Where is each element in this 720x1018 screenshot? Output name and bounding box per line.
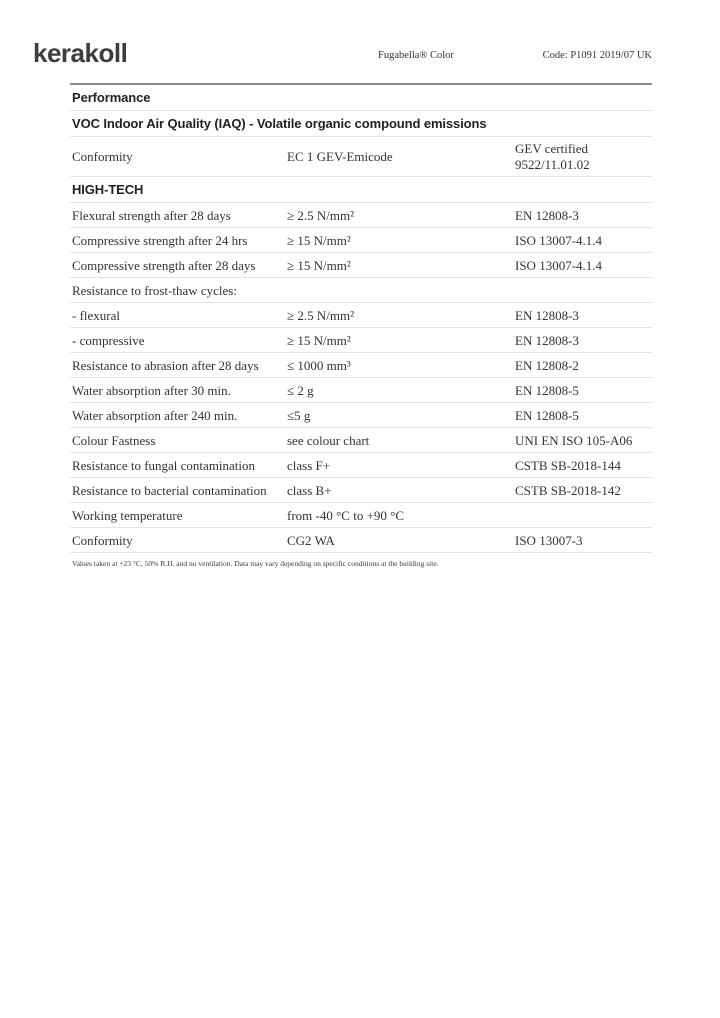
standard-cell: GEV certified 9522/11.01.02 (515, 141, 590, 172)
value-cell: ≤ 2 g (287, 382, 314, 398)
table-row (70, 453, 652, 478)
value-cell: see colour chart (287, 432, 370, 448)
standard-cell (513, 287, 652, 294)
standard-cell: EN 12808-3 (515, 207, 579, 223)
value-cell: ≥ 15 N/mm² (287, 257, 351, 273)
standard-cell: EN 12808-3 (515, 332, 579, 348)
section-label: Performance (72, 90, 151, 105)
value-cell: ≤5 g (287, 407, 311, 423)
table-row (70, 478, 652, 503)
standard-cell: UNI EN ISO 105-A06 (515, 432, 633, 448)
value-cell: ≥ 15 N/mm² (287, 232, 351, 248)
standard-cell: EN 12808-2 (515, 357, 579, 373)
value-cell (285, 287, 513, 294)
standard-cell: EN 12808-5 (515, 382, 579, 398)
kerakoll-logo: kerakoll (33, 38, 128, 68)
property-cell: Conformity (72, 532, 133, 548)
property-cell: Colour Fastness (72, 432, 156, 448)
footnote: Values taken at +23 °C, 50% R.H. and no ventilation. Data may vary depending on specific conditions at the building site. (72, 559, 439, 568)
table-row (70, 503, 652, 528)
property-cell: Resistance to frost-thaw cycles: (72, 282, 237, 298)
property-cell: Compressive strength after 28 days (72, 257, 256, 273)
value-cell: class F+ (287, 457, 331, 473)
table-row (70, 228, 652, 253)
property-cell: Resistance to bacterial contamination (72, 482, 267, 498)
property-cell: Water absorption after 240 min. (72, 407, 238, 423)
table-row (70, 278, 652, 303)
standard-cell: ISO 13007-4.1.4 (515, 257, 603, 273)
section-header-row (70, 85, 652, 111)
property-cell: Working temperature (72, 507, 183, 523)
table-row (70, 328, 652, 353)
document-code: Code: P1091 2019/07 UK (542, 50, 652, 61)
property-cell: Resistance to abrasion after 28 days (72, 357, 259, 373)
property-cell: Compressive strength after 24 hrs (72, 232, 248, 248)
table-row (70, 528, 652, 553)
table-row (70, 253, 652, 278)
property-cell: Water absorption after 30 min. (72, 382, 231, 398)
standard-cell: ISO 13007-4.1.4 (515, 232, 603, 248)
value-cell: ≥ 15 N/mm² (287, 332, 351, 348)
section-label: HIGH-TECH (72, 182, 144, 197)
property-cell: Conformity (72, 149, 133, 164)
value-cell: class B+ (287, 482, 332, 498)
property-cell: Flexural strength after 28 days (72, 207, 231, 223)
value-cell: CG2 WA (287, 532, 335, 548)
standard-cell: CSTB SB-2018-142 (515, 482, 621, 498)
standard-cell: ISO 13007-3 (515, 532, 583, 548)
table-row (70, 353, 652, 378)
table-row (70, 303, 652, 328)
table-row (70, 137, 652, 177)
standard-cell (513, 512, 652, 519)
value-cell: ≥ 2.5 N/mm² (287, 307, 355, 323)
standard-cell: EN 12808-3 (515, 307, 579, 323)
standard-cell: CSTB SB-2018-144 (515, 457, 621, 473)
property-cell: Resistance to fungal contamination (72, 457, 256, 473)
value-cell: ≤ 1000 mm³ (287, 357, 351, 373)
value-cell: EC 1 GEV-Emicode (287, 149, 393, 164)
property-cell: - compressive (72, 332, 145, 348)
value-cell: from -40 °C to +90 °C (287, 507, 405, 523)
table-row (70, 203, 652, 228)
performance-table (70, 83, 652, 553)
standard-cell: EN 12808-5 (515, 407, 579, 423)
property-cell: - flexural (72, 307, 121, 323)
section-header-row (70, 111, 652, 137)
table-row (70, 378, 652, 403)
table-row (70, 428, 652, 453)
section-header-row (70, 177, 652, 203)
section-label: VOC Indoor Air Quality (IAQ) - Volatile organic compound emissions (72, 116, 487, 131)
table-row (70, 403, 652, 428)
product-name: Fugabella® Color (378, 50, 454, 61)
value-cell: ≥ 2.5 N/mm² (287, 207, 355, 223)
